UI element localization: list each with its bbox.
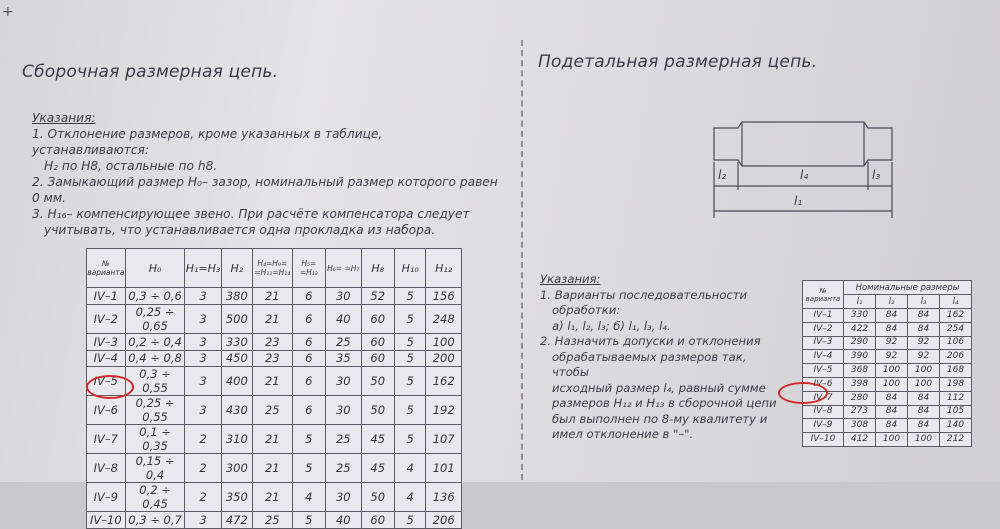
table-cell: 3 (185, 367, 221, 396)
table-cell: 206 (426, 512, 462, 529)
table-cell: 52 (361, 288, 394, 305)
col-header: H₂ (221, 249, 252, 288)
col-header: H₆= =H₇ (326, 249, 361, 288)
table-cell: 248 (426, 304, 462, 333)
table-cell: 5 (394, 304, 425, 333)
table-cell: 3 (185, 350, 221, 367)
table-cell: IV–7 (803, 391, 844, 405)
detail-notes (540, 272, 780, 443)
table-cell: 21 (253, 454, 293, 483)
table-cell: 200 (426, 350, 462, 367)
table-cell: 300 (221, 454, 252, 483)
notes-header: Указания: (32, 111, 96, 125)
table-cell: IV–10 (87, 512, 126, 529)
table-cell: 21 (253, 288, 293, 305)
table-cell: 92 (908, 336, 940, 350)
table-cell: IV–7 (87, 425, 126, 454)
note-line: был выполнен по 8-му квалитету и (552, 411, 768, 426)
table-cell: 84 (908, 419, 940, 433)
table-cell: 50 (361, 483, 394, 512)
table-cell: 0,25 ÷ 0,65 (125, 304, 185, 333)
table-cell: 5 (394, 367, 425, 396)
table-cell: 21 (253, 304, 293, 333)
table-cell: 192 (426, 396, 462, 425)
table-cell: 60 (361, 333, 394, 350)
table-cell: 84 (876, 322, 908, 336)
table-header-row (803, 281, 972, 295)
table-cell: 5 (394, 512, 425, 529)
table-cell: IV–2 (803, 322, 844, 336)
table-cell: 84 (908, 322, 940, 336)
table-cell: 6 (292, 396, 325, 425)
table-cell: 156 (426, 288, 462, 305)
table-cell: 105 (940, 405, 972, 419)
table-cell: 112 (940, 391, 972, 405)
table-cell: 430 (221, 396, 252, 425)
col-header: H₁₂ (426, 249, 462, 288)
table-cell: 21 (253, 367, 293, 396)
table-cell: 290 (844, 336, 876, 350)
note-line: исходный размер l₄, равный сумме (552, 380, 766, 395)
table-cell: 84 (876, 405, 908, 419)
table-cell: 400 (221, 367, 252, 396)
note-line: 3. H₁₆– компенсирующее звено. При расчёте компенсатора следует (32, 207, 470, 221)
table-cell: 21 (253, 483, 293, 512)
table-cell: 50 (361, 396, 394, 425)
note-line: имел отклонение в "–". (552, 427, 694, 441)
table-cell: 3 (185, 396, 221, 425)
table-cell: 0,15 ÷ 0,4 (125, 454, 185, 483)
table-row (87, 483, 462, 512)
table-cell: 136 (426, 483, 462, 512)
table-row (803, 322, 972, 336)
table-cell: 101 (426, 454, 462, 483)
table-cell: IV–6 (87, 396, 126, 425)
table-cell: 92 (908, 350, 940, 364)
table-cell: 106 (940, 336, 972, 350)
table-cell: IV–5 (803, 364, 844, 378)
col-header: l₂ (876, 295, 908, 309)
note-line: учитывать, что устанавливается одна прокладка из набора. (44, 223, 436, 237)
detail-chain-title: Подетальная размерная цепь. (538, 52, 818, 72)
table-cell: 35 (326, 350, 361, 367)
table-row (803, 377, 972, 391)
table-row (87, 288, 462, 305)
table-cell: 100 (426, 333, 462, 350)
table-header-row (87, 249, 462, 288)
table-row (803, 433, 972, 447)
note-line: 2. Замыкающий размер H₀– зазор, номинальный размер которого равен 0 мм. (32, 175, 498, 205)
table-cell: 0,4 ÷ 0,8 (125, 350, 185, 367)
table-cell: 308 (844, 419, 876, 433)
table-cell: 60 (361, 350, 394, 367)
table-cell: 2 (185, 425, 221, 454)
table-cell: 472 (221, 512, 252, 529)
section-divider (521, 40, 523, 480)
table-row (803, 364, 972, 378)
table-cell: 412 (844, 433, 876, 447)
table-cell: 30 (326, 483, 361, 512)
dim-label-l1: l₁ (794, 194, 803, 208)
table-cell: 390 (844, 350, 876, 364)
table-row (87, 304, 462, 333)
table-row (87, 396, 462, 425)
table-row (87, 350, 462, 367)
table-cell: 3 (185, 304, 221, 333)
table-cell: 0,3 ÷ 0,7 (125, 512, 185, 529)
col-header: H₄=H₉= =H₁₁=H₁₄ (253, 249, 293, 288)
table-cell: 5 (292, 454, 325, 483)
table-cell: 5 (394, 288, 425, 305)
table-cell: 2 (185, 454, 221, 483)
table-cell: IV–4 (87, 350, 126, 367)
table-cell: 30 (326, 288, 361, 305)
table-cell: IV–8 (803, 405, 844, 419)
table-cell: 5 (292, 512, 325, 529)
table-cell: 60 (361, 304, 394, 333)
table-cell: 23 (253, 333, 293, 350)
table-cell: IV–5 (87, 367, 126, 396)
shaft-drawing (704, 110, 904, 220)
note-line: H₂ по H8, остальные по h8. (44, 159, 218, 173)
col-header: № варианта (87, 249, 126, 288)
table-cell: 0,2 ÷ 0,45 (125, 483, 185, 512)
note-line: 1. Варианты последовательности (540, 287, 748, 302)
table-cell: 162 (426, 367, 462, 396)
table-cell: IV–2 (87, 304, 126, 333)
assembly-variants-table (86, 248, 462, 529)
table-cell: 0,2 ÷ 0,4 (125, 333, 185, 350)
table-cell: 398 (844, 377, 876, 391)
table-cell: 30 (326, 396, 361, 425)
table-row (803, 309, 972, 323)
table-row (803, 419, 972, 433)
table-cell: 198 (940, 377, 972, 391)
table-cell: 23 (253, 350, 293, 367)
table-cell: 330 (844, 309, 876, 323)
table-cell: 422 (844, 322, 876, 336)
table-cell: 50 (361, 367, 394, 396)
table-cell: 5 (394, 350, 425, 367)
table-cell: IV–1 (803, 309, 844, 323)
table-cell: 25 (326, 425, 361, 454)
table-cell: 280 (844, 391, 876, 405)
note-line: 1. Отклонение размеров, кроме указанных в таблице, устанавливаются: (32, 127, 383, 157)
dim-label-l3: l₃ (872, 168, 881, 182)
table-cell: 84 (908, 309, 940, 323)
table-cell: 30 (326, 367, 361, 396)
col-header: № варианта (803, 281, 844, 309)
table-row (87, 425, 462, 454)
table-cell: 162 (940, 309, 972, 323)
col-header: l₁ (844, 295, 876, 309)
table-row (803, 336, 972, 350)
note-line: 2. Назначить допуски и отклонения (540, 334, 761, 348)
table-cell: 60 (361, 512, 394, 529)
notes-header: Указания: (540, 272, 601, 286)
assembly-notes (32, 110, 502, 238)
table-cell: 5 (292, 425, 325, 454)
table-cell: 84 (908, 391, 940, 405)
table-cell: 100 (908, 433, 940, 447)
table-cell: 84 (876, 391, 908, 405)
table-cell: 100 (908, 377, 940, 391)
table-cell: 84 (908, 405, 940, 419)
table-cell: 6 (292, 304, 325, 333)
table-cell: IV–3 (803, 336, 844, 350)
table-cell: IV–3 (87, 333, 126, 350)
assembly-chain-title: Сборочная размерная цепь. (22, 62, 279, 82)
col-header: H₁=H₃ (185, 249, 221, 288)
table-cell: 5 (394, 396, 425, 425)
table-cell: 450 (221, 350, 252, 367)
table-row (87, 512, 462, 529)
table-row (87, 454, 462, 483)
table-cell: 0,3 ÷ 0,6 (125, 288, 185, 305)
col-header: H₅= =H₁₃ (292, 249, 325, 288)
table-cell: 5 (394, 425, 425, 454)
note-line: обработки: (552, 303, 621, 317)
table-cell: 140 (940, 419, 972, 433)
dim-label-l4: l₄ (800, 168, 809, 182)
table-cell: 350 (221, 483, 252, 512)
table-cell: 84 (876, 309, 908, 323)
table-cell: 4 (292, 483, 325, 512)
plus-mark: + (2, 4, 14, 20)
table-cell: 45 (361, 454, 394, 483)
highlight-circle (86, 375, 134, 399)
note-line: а) l₁, l₂, l₃; б) l₁, l₃, l₄. (552, 318, 671, 333)
table-cell: 168 (940, 364, 972, 378)
table-cell: 6 (292, 333, 325, 350)
table-cell: 107 (426, 425, 462, 454)
col-header: l₄ (940, 295, 972, 309)
table-cell: 25 (326, 333, 361, 350)
table-cell: 100 (876, 433, 908, 447)
table-cell: 100 (876, 377, 908, 391)
table-row (87, 333, 462, 350)
table-cell: 4 (394, 454, 425, 483)
table-cell: 206 (940, 350, 972, 364)
table-cell: IV–9 (87, 483, 126, 512)
table-cell: 368 (844, 364, 876, 378)
table-cell: 92 (876, 350, 908, 364)
table-cell: 40 (326, 304, 361, 333)
note-line: размеров H₁₂ и H₁₃ в сборочной цепи (552, 396, 777, 410)
table-cell: 45 (361, 425, 394, 454)
table-cell: 21 (253, 425, 293, 454)
dim-label-l2: l₂ (718, 168, 727, 182)
table-cell: 5 (394, 333, 425, 350)
table-cell: IV–10 (803, 433, 844, 447)
table-cell: 40 (326, 512, 361, 529)
table-cell: 3 (185, 512, 221, 529)
table-row (87, 367, 462, 396)
table-cell: 0,25 ÷ 0,55 (125, 396, 185, 425)
table-cell: 273 (844, 405, 876, 419)
table-cell: 380 (221, 288, 252, 305)
table-cell: 0,3 ÷ 0,55 (125, 367, 185, 396)
col-header: H₀ (125, 249, 185, 288)
table-cell: 254 (940, 322, 972, 336)
table-cell: 25 (253, 396, 293, 425)
table-cell: 92 (876, 336, 908, 350)
table-cell: 3 (185, 333, 221, 350)
table-cell: IV–9 (803, 419, 844, 433)
table-cell: 2 (185, 483, 221, 512)
table-cell: 25 (326, 454, 361, 483)
table-row (803, 350, 972, 364)
table-cell: IV–1 (87, 288, 126, 305)
col-header: l₃ (908, 295, 940, 309)
group-header: Номинальные размеры (844, 281, 972, 295)
highlight-circle (778, 382, 828, 404)
table-cell: 500 (221, 304, 252, 333)
table-cell: 4 (394, 483, 425, 512)
table-cell: 100 (908, 364, 940, 378)
table-cell: 310 (221, 425, 252, 454)
table-cell: IV–8 (87, 454, 126, 483)
table-row (803, 405, 972, 419)
table-cell: 6 (292, 288, 325, 305)
table-cell: 330 (221, 333, 252, 350)
col-header: H₈ (361, 249, 394, 288)
table-cell: 6 (292, 367, 325, 396)
table-cell: IV–6 (803, 377, 844, 391)
table-cell: 212 (940, 433, 972, 447)
note-line: обрабатываемых размеров так, чтобы (552, 349, 747, 379)
table-cell: 3 (185, 288, 221, 305)
col-header: H₁₀ (394, 249, 425, 288)
table-cell: 84 (876, 419, 908, 433)
table-cell: 100 (876, 364, 908, 378)
table-cell: 0,1 ÷ 0,35 (125, 425, 185, 454)
table-cell: 25 (253, 512, 293, 529)
detail-dimensions-table (802, 280, 972, 447)
table-cell: IV–4 (803, 350, 844, 364)
table-cell: 6 (292, 350, 325, 367)
